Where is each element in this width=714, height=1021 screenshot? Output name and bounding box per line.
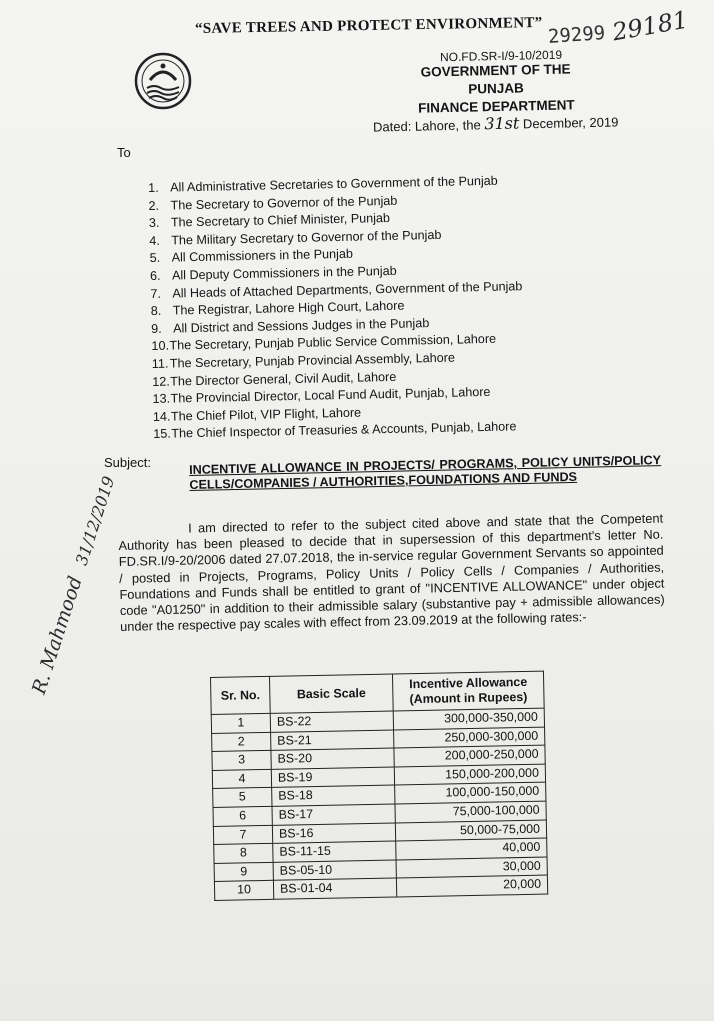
letter-date: [373, 111, 619, 135]
cell-scale: BS-21: [271, 730, 394, 751]
item-number: 12.: [152, 374, 170, 389]
item-number: 7.: [150, 286, 162, 301]
item-text: The Registrar, Lahore High Court, Lahore: [172, 298, 405, 318]
cell-sr: 6: [213, 806, 272, 826]
subject-label: Subject:: [104, 455, 151, 470]
cell-amount: 100,000-150,000: [395, 782, 546, 803]
item-text: All Commissioners in the Punjab: [171, 247, 354, 265]
handwritten-signature: R. Mahmood: [28, 573, 87, 697]
item-text: The Secretary, Punjab Provincial Assembly, Lahore: [169, 350, 456, 371]
item-number: 15.: [153, 426, 171, 442]
government-emblem-icon: [134, 52, 192, 110]
cell-sr: 8: [214, 843, 273, 863]
col-incentive-allowance: Incentive Allowance (Amount in Rupees): [392, 671, 544, 711]
item-text: The Secretary to Governor of the Punjab: [170, 193, 398, 213]
cell-amount: 40,000: [396, 838, 547, 859]
item-number: 13.: [152, 391, 171, 407]
margin-annotation: [28, 473, 119, 696]
date-prefix: Dated: Lahore, the: [372, 117, 481, 135]
handwritten-date: 31/12/2019: [71, 473, 119, 568]
cell-sr: 9: [214, 862, 273, 882]
item-number: 10.: [151, 338, 170, 354]
item-text: All District and Sessions Judges in the Punjab: [172, 315, 430, 336]
motto: “SAVE TREES AND PROTECT ENVIRONMENT”: [194, 14, 543, 38]
col-basic-scale: Basic Scale: [269, 674, 393, 713]
allowance-table: [210, 671, 548, 901]
cell-sr: 1: [211, 713, 270, 733]
item-number: 14.: [152, 409, 171, 424]
cell-scale: BS-11-15: [273, 841, 396, 862]
addressee-list: [148, 172, 525, 444]
item-text: All Deputy Commissioners in the Punjab: [171, 263, 397, 283]
cell-sr: 4: [212, 769, 271, 789]
item-text: The Military Secretary to Governor of the Punjab: [171, 227, 442, 248]
cell-scale: BS-16: [272, 823, 395, 844]
cell-amount: 50,000-75,000: [395, 820, 546, 841]
item-number: 5.: [149, 251, 161, 266]
handwritten-diary-number: 29181: [610, 5, 691, 47]
government-name: GOVERNMENT OF THE PUNJAB: [420, 61, 571, 97]
item-number: 1.: [148, 180, 159, 195]
item-text: All Heads of Attached Departments, Government of the Punjab: [172, 278, 523, 301]
cell-sr: 3: [212, 751, 271, 771]
handwritten-reference: 29299: [547, 22, 606, 48]
subject-text: INCENTIVE ALLOWANCE IN PROJECTS/ PROGRAMS, POLICY UNITS/POLICY CELLS/COMPANIES / AUTHORITIES,FOUNDATIONS AND FUNDS: [189, 453, 662, 492]
cell-scale: BS-05-10: [273, 860, 396, 881]
item-number: 11.: [151, 356, 169, 371]
item-text: The Director General, Civil Audit, Lahore: [170, 369, 397, 389]
item-number: 2.: [148, 198, 160, 213]
date-suffix: December, 2019: [522, 114, 619, 132]
issuing-authority: [395, 60, 596, 118]
item-number: 3.: [148, 215, 160, 231]
cell-amount: 75,000-100,000: [395, 801, 546, 822]
item-text: The Secretary, Punjab Public Service Commission, Lahore: [169, 332, 497, 353]
table-header-row: [211, 671, 545, 714]
rates-table: [210, 671, 548, 901]
cell-amount: 20,000: [396, 875, 547, 896]
cell-sr: 5: [213, 788, 272, 808]
cell-scale: BS-22: [270, 711, 393, 732]
cell-scale: BS-17: [272, 804, 395, 825]
cell-sr: 10: [214, 881, 273, 901]
item-number: 9.: [150, 321, 162, 336]
body-paragraph: I am directed to refer to the subject cited above and state that the Competent Authority has been pleased to decide that in supersession of this department's letter No. FD.SR.I/9-20/2006 dated 27.07.2018, the in-service regular Government Servants so appointed / posted in Projects, Programs, Policy Units / Policy Cells / Companies / Authorities, Foundations and Funds shall be entitled to grant of "INCENTIVE ALLOWANCE" under object code "A01250" in addition to their admissible salary (substantive pay + admissible allowances) under the respective pay scales with effect from 23.09.2019 at the following rates:-: [118, 510, 665, 635]
cell-amount: 150,000-200,000: [394, 764, 545, 785]
item-text: All Administrative Secretaries to Government of the Punjab: [170, 173, 498, 195]
item-text: The Provincial Director, Local Fund Audit, Punjab, Lahore: [170, 385, 491, 406]
date-day-handwritten: 31st: [484, 113, 520, 134]
item-number: 6.: [149, 268, 161, 283]
item-text: The Chief Pilot, VIP Flight, Lahore: [170, 405, 362, 424]
cell-amount: 300,000-350,000: [393, 708, 544, 729]
letter-number: NO.FD.SR-I/9-10/2019: [439, 47, 563, 65]
col-sr-no: Sr. No.: [211, 676, 271, 714]
cell-scale: BS-19: [271, 767, 394, 788]
department-name: FINANCE DEPARTMENT: [417, 97, 575, 116]
item-text: The Secretary to Chief Minister, Punjab: [170, 211, 391, 230]
cell-scale: BS-18: [272, 785, 395, 806]
item-number: 8.: [150, 303, 162, 319]
item-number: 4.: [149, 233, 160, 248]
cell-sr: 2: [212, 732, 271, 752]
to-label: To: [117, 145, 131, 160]
cell-scale: BS-01-04: [273, 878, 396, 899]
cell-scale: BS-20: [271, 748, 394, 769]
item-text: The Chief Inspector of Treasuries & Accounts, Punjab, Lahore: [171, 419, 517, 441]
cell-sr: 7: [213, 825, 272, 845]
cell-amount: 250,000-300,000: [394, 727, 545, 748]
cell-amount: 200,000-250,000: [394, 745, 545, 766]
cell-amount: 30,000: [396, 857, 547, 878]
